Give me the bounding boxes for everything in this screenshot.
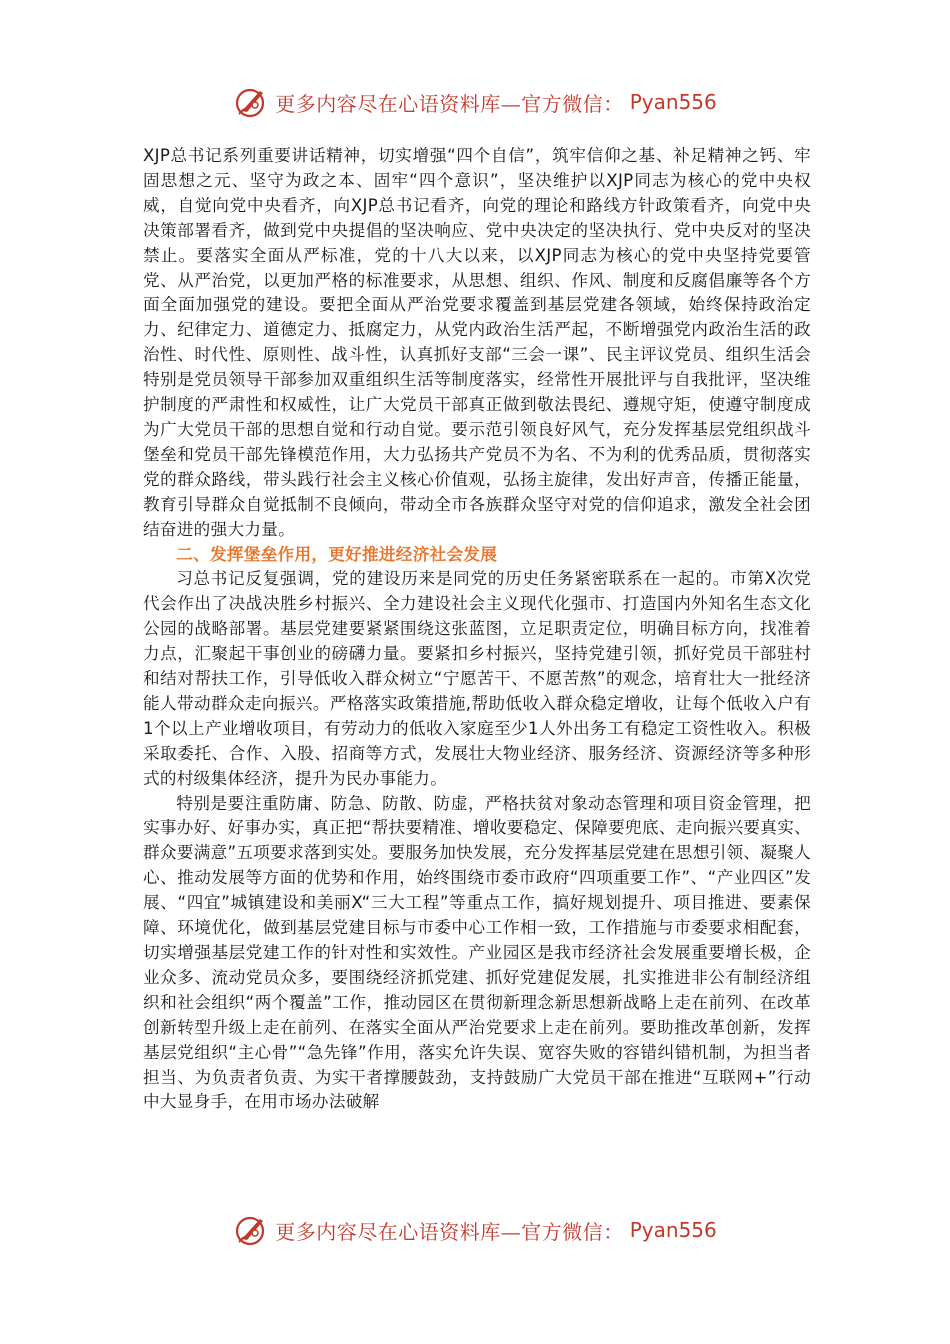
watermark-wechat-id: Pyan556: [629, 1218, 717, 1242]
document-body: [143, 144, 811, 1115]
watermark-text: 更多内容尽在心语资料库—官方微信：: [275, 1219, 624, 1244]
paragraph-1: XJP总书记系列重要讲话精神，切实增强“四个自信”，筑牢信仰之基、补足精神之钙、牢固思想之元、坚守为政之本、固牢“四个意识”，坚决维护以XJP同志为核心的党中央权威，自觉向党中央看齐，向XJP总书记看齐，向党的理论和路线方针政策看齐，向党中央决策部署看齐，做到党中央提倡的坚决响应、党中央决定的坚决执行、党中央反对的坚决禁止。要落实全面从严标准，党的十八大以来，以XJP同志为核心的党中央坚持党要管党、从严治党，以更加严格的标准要求，从思想、组织、作风、制度和反腐倡廉等各个方面全面加强党的建设。要把全面从严治党要求覆盖到基层党建各领域，始终保持政治定力、纪律定力、道德定力、抵腐定力，从党内政治生活严起，不断增强党内政治生活的政治性、时代性、原则性、战斗性，认真抓好支部“三会一课”、民主评议党员、组织生活会特别是党员领导干部参加双重组织生活等制度落实，经常性开展批评与自我批评，坚决维护制度的严肃性和权威性，让广大党员干部真正做到敬法畏纪、遵规守矩，使遵守制度成为广大党员干部的思想自觉和行动自觉。要示范引领良好风气，充分发挥基层党组织战斗堡垒和党员干部先锋模范作用，大力弘扬共产党员不为名、不为利的优秀品质，贯彻落实党的群众路线，带头践行社会主义核心价值观，弘扬主旋律，发出好声音，传播正能量，教育引导群众自觉抵制不良倾向，带动全市各族群众坚守对党的信仰追求，激发全社会团结奋进的强大力量。: [143, 146, 811, 539]
watermark-header: [0, 82, 950, 122]
watermark-wechat-id: Pyan556: [629, 90, 717, 114]
watermark-text: 更多内容尽在心语资料库—官方微信：: [275, 91, 624, 116]
quill-logo-icon: [233, 84, 269, 120]
section-heading-2: 二、发挥堡垒作用，更好推进经济社会发展: [176, 544, 498, 564]
paragraph-2: 习总书记反复强调，党的建设历来是同党的历史任务紧密联系在一起的。市第X次党代会作出了决战决胜乡村振兴、全力建设社会主义现代化强市、打造国内外知名生态文化公园的战略部署。基层党建要紧紧围绕这张蓝图，立足职责定位，明确目标方向，找准着力点，汇聚起干事创业的磅礴力量。要紧扣乡村振兴，坚持党建引领，抓好党员干部驻村和结对帮扶工作，引导低收入群众树立“宁愿苦干、不愿苦熬”的观念，培育壮大一批经济能人带动群众走向振兴。严格落实政策措施,帮助低收入群众稳定增收，让每个低收入户有1个以上产业增收项目，有劳动力的低收入家庭至少1人外出务工有稳定工资性收入。积极采取委托、合作、入股、招商等方式，发展壮大物业经济、服务经济、资源经济等多种形式的村级集体经济，提升为民办事能力。: [143, 569, 811, 788]
quill-logo-icon: [233, 1212, 269, 1248]
watermark-footer: [0, 1210, 950, 1250]
paragraph-3: 特别是要注重防庸、防急、防散、防虚，严格扶贫对象动态管理和项目资金管理，把实事办好、好事办实，真正把“帮扶要精准、增收要稳定、保障要兜底、走向振兴要真实、群众要满意”五项要求落到实处。要服务加快发展，充分发挥基层党建在思想引领、凝聚人心、推动发展等方面的优势和作用，始终围绕市委市政府“四项重要工作”、“产业四区”发展、“四宜”城镇建设和美丽X“三大工程”等重点工作，搞好规划提升、项目推进、要素保障、环境优化，做到基层党建目标与市委中心工作相一致，工作措施与市委要求相配套，切实增强基层党建工作的针对性和实效性。产业园区是我市经济社会发展重要增长极，企业众多、流动党员众多，要围绕经济抓党建、抓好党建促发展，扎实推进非公有制经济组织和社会组织“两个覆盖”工作，推动园区在贯彻新理念新思想新战略上走在前列、在改革创新转型升级上走在前列、在落实全面从严治党要求上走在前列。要助推改革创新，发挥基层党组织“主心骨”“急先锋”作用，落实允许失误、宽容失败的容错纠错机制，为担当者担当、为负责者负责、为实干者撑腰鼓劲，支持鼓励广大党员干部在推进“互联网+”行动中大显身手，在用市场办法破解: [143, 793, 811, 1112]
